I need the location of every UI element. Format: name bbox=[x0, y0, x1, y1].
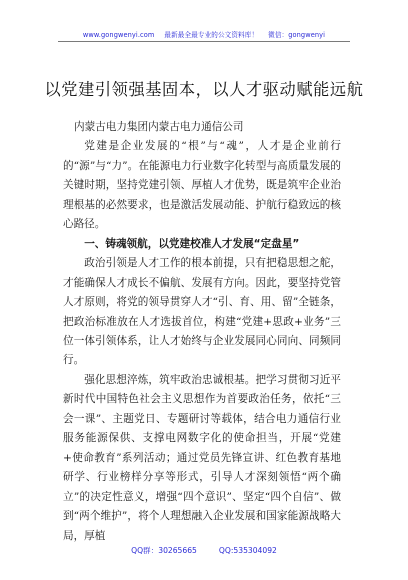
document-title: 以党建引领强基固本，以人才驱动赋能远航 bbox=[44, 80, 364, 99]
section-paragraph-1: 政治引领是人才工作的根本前提，只有把稳思想之舵，才能确保人才成长不偏航、发展有方向。因此，要坚持党管人才原则，将党的领导贯穿人才“引、育、用、留”全链条，把政治标准放在人才选拔首位，构建“党建+思政+业务”三位一体引领体系，让人才始终与企业发展同心同向、同频同行。 bbox=[63, 257, 341, 367]
header-site[interactable]: www.gongwenyi.com bbox=[82, 31, 155, 39]
section-paragraph-2: 强化思想淬炼，筑牢政治忠诚根基。把学习贯彻习近平新时代中国特色社会主义思想作为首要政治任务，依托“三会一课”、主题党日、专题研讨等载体，结合电力通信行业服务能源保供、支撑电网数字化的使命担当，开展“党建+使命教育”系列活动；通过党员先锋宣讲、红色教育基地研学、行业榜样分享等形式，引导人才深刻领悟“两个确立”的决定性意义，增强“四个意识”、坚定“四个自信”、做到“两个维护”，将个人理想融入企业发展和国家能源战略大局，厚植 bbox=[63, 373, 341, 542]
header-wechat: 微信：gongwenyi bbox=[268, 31, 326, 39]
section-heading: 一、铸魂领航，以党建校准人才发展“定盘星” bbox=[84, 237, 300, 250]
document-body bbox=[63, 118, 341, 546]
intro-paragraph: 党建是企业发展的“根”与“魂”，人才是企业前行的“源”与“力”。在能源电力行业数字化转型与高质量发展的关键时期，坚持党建引领、厚植人才优势，既是筑牢企业治理根基的必然要求，也是激活发展动能、护航行稳致远的核心路径。 bbox=[63, 140, 341, 231]
footer-qq-group: QQ群：30265665 bbox=[131, 546, 197, 555]
page-footer bbox=[0, 545, 408, 556]
page-header bbox=[0, 29, 408, 39]
header-divider bbox=[58, 41, 350, 42]
header-slogan: 最新最全最专业的公文资料库！ bbox=[164, 31, 259, 39]
organization-name: 内蒙古电力集团内蒙古电力通信公司 bbox=[74, 121, 244, 133]
footer-qq: QQ:535304092 bbox=[218, 546, 277, 555]
